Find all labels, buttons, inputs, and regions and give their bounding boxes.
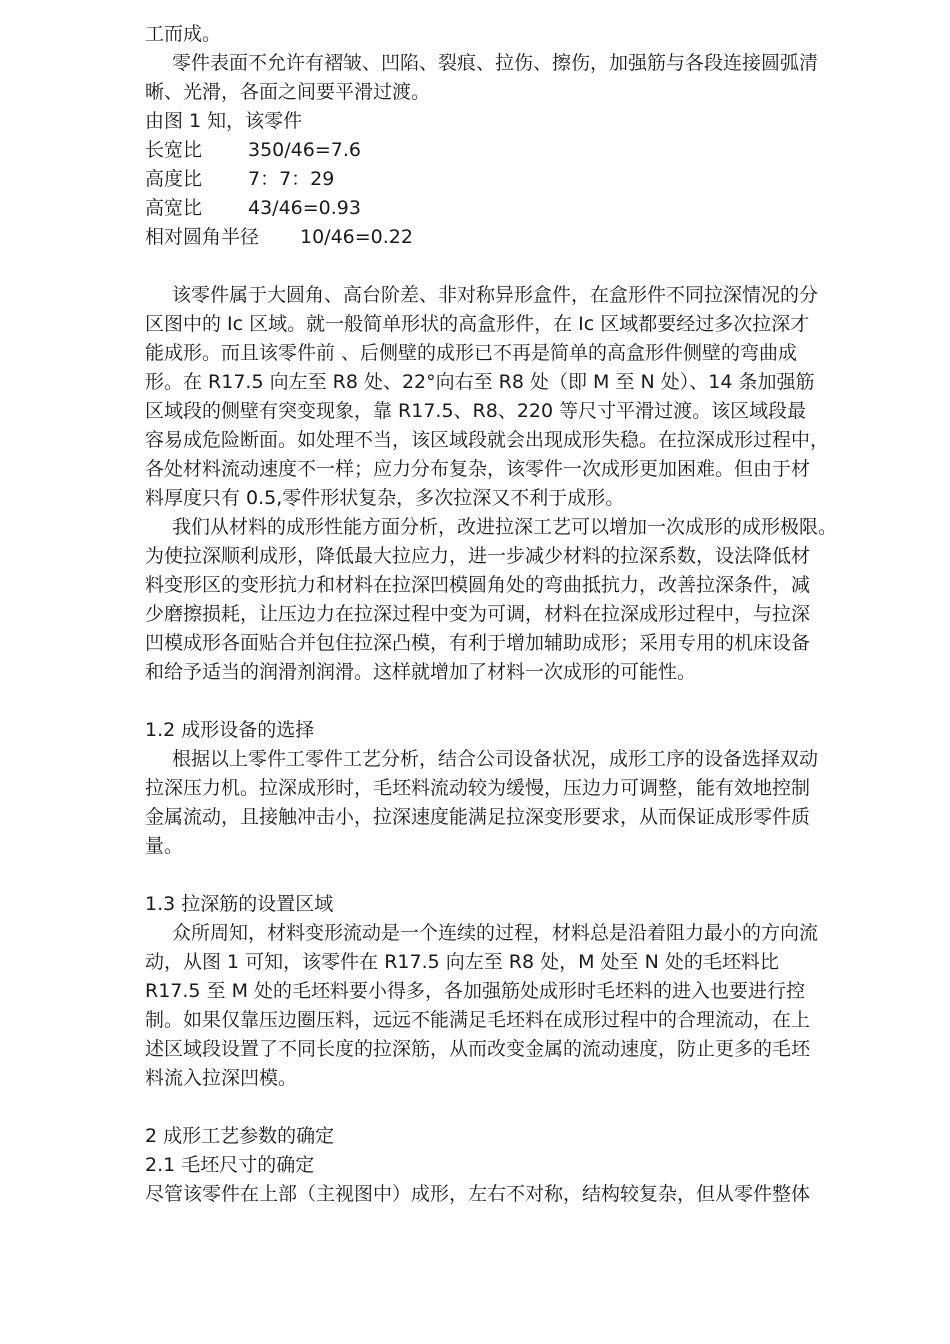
section-1-2-line: 拉深压力机。拉深成形时，毛坯料流动较为缓慢，压边力可调整，能有效地控制 xyxy=(145,777,811,799)
ratio-value: 10/46=0.22 xyxy=(300,226,413,248)
ratio-value: 350/46=7.6 xyxy=(248,139,361,161)
analysis-line: 能成形。而且该零件前 、后侧壁的成形已不再是简单的高盒形件侧壁的弯曲成 xyxy=(145,342,798,364)
ratio-label: 长宽比 xyxy=(145,139,203,161)
analysis-line: 容易成危险断面。如处理不当，该区域段就会出现成形失稳。在拉深成形过程中， xyxy=(145,429,830,451)
section-1-2-line: 根据以上零件工零件工艺分析，结合公司设备状况，成形工序的设备选择双动 xyxy=(172,748,819,770)
section-1-2-line: 金属流动，且接触冲击小，拉深速度能满足拉深变形要求，从而保证成形零件质 xyxy=(145,806,811,828)
ratio-label: 高度比 xyxy=(145,168,203,190)
document-page xyxy=(145,20,893,1209)
ratio-row xyxy=(145,165,893,194)
section-1-3-line: 述区域段设置了不同长度的拉深筋，从而改变金属的流动速度，防止更多的毛坯 xyxy=(145,1038,811,1060)
section-heading-1-3: 1.3 拉深筋的设置区域 xyxy=(145,893,334,915)
ratio-label: 相对圆角半径 xyxy=(145,226,260,248)
figure-reference: 由图 1 知，该零件 xyxy=(145,110,303,132)
section-1-3-line: R17.5 至 M 处的毛坯料要小得多，各加强筋处成形时毛坯料的进入也要进行控 xyxy=(145,980,806,1002)
section-1-3-line: 制。如果仅靠压边圈压料，远远不能满足毛坯料在成形过程中的合理流动，在上 xyxy=(145,1009,811,1031)
ratio-label: 高宽比 xyxy=(145,197,203,219)
ratio-row xyxy=(145,223,893,252)
analysis-line: 区域段的侧壁有突变现象，靠 R17.5、R8、220 等尺寸平滑过渡。该区域段最 xyxy=(145,400,807,422)
intro-tail: 工而成。 xyxy=(145,23,222,45)
section-heading-2: 2 成形工艺参数的确定 xyxy=(145,1125,335,1147)
improve-line: 料变形区的变形抗力和材料在拉深凹模圆角处的弯曲抵抗力，改善拉深条件，减 xyxy=(145,574,811,596)
analysis-line: 料厚度只有 0.5,零件形状复杂，多次拉深又不利于成形。 xyxy=(145,487,625,509)
section-heading-2-1: 2.1 毛坯尺寸的确定 xyxy=(145,1154,315,1176)
surface-req-line-2: 晰、光滑，各面之间要平滑过渡。 xyxy=(145,81,431,103)
ratio-value: 43/46=0.93 xyxy=(248,197,361,219)
section-1-3-line: 料流入拉深凹模。 xyxy=(145,1067,298,1089)
improve-line: 我们从材料的成形性能方面分析，改进拉深工艺可以增加一次成形的成形极限。 xyxy=(172,516,838,538)
spacer xyxy=(145,861,893,890)
improve-line: 凹模成形各面贴合并包住拉深凸模，有利于增加辅助成形；采用专用的机床设备 xyxy=(145,632,811,654)
analysis-line: 区图中的 Ic 区域。就一般简单形状的高盒形件，在 Ic 区域都要经过多次拉深才 xyxy=(145,313,810,335)
analysis-line: 该零件属于大圆角、高台阶差、非对称异形盒件，在盒形件不同拉深情况的分 xyxy=(172,284,819,306)
improve-line: 少磨擦损耗，让压边力在拉深过程中变为可调，材料在拉深成形过程中，与拉深 xyxy=(145,603,811,625)
improve-line: 和给予适当的润滑剂润滑。这样就增加了材料一次成形的可能性。 xyxy=(145,661,697,683)
ratio-value: 7：7：29 xyxy=(248,168,335,190)
analysis-line: 各处材料流动速度不一样；应力分布复杂，该零件一次成形更加困难。但由于材 xyxy=(145,458,811,480)
spacer xyxy=(145,252,893,281)
section-2-1-line: 尽管该零件在上部（主视图中）成形，左右不对称，结构较复杂，但从零件整体 xyxy=(145,1183,811,1205)
spacer xyxy=(145,687,893,716)
ratio-row xyxy=(145,136,893,165)
ratio-row xyxy=(145,194,893,223)
improve-line: 为使拉深顺利成形，降低最大拉应力，进一步减少材料的拉深系数，设法降低材 xyxy=(145,545,811,567)
section-1-2-line: 量。 xyxy=(145,835,184,857)
spacer xyxy=(145,1093,893,1122)
section-1-3-line: 动，从图 1 可知，该零件在 R17.5 向左至 R8 处，M 处至 N 处的毛坯料比 xyxy=(145,951,779,973)
section-heading-1-2: 1.2 成形设备的选择 xyxy=(145,719,315,741)
analysis-line: 形。在 R17.5 向左至 R8 处、22°向右至 R8 处（即 M 至 N 处）、14 条加强筋 xyxy=(145,371,815,393)
surface-req-line-1: 零件表面不允许有褶皱、凹陷、裂痕、拉伤、擦伤，加强筋与各段连接圆弧清 xyxy=(172,52,819,74)
section-1-3-line: 众所周知，材料变形流动是一个连续的过程，材料总是沿着阻力最小的方向流 xyxy=(172,922,819,944)
